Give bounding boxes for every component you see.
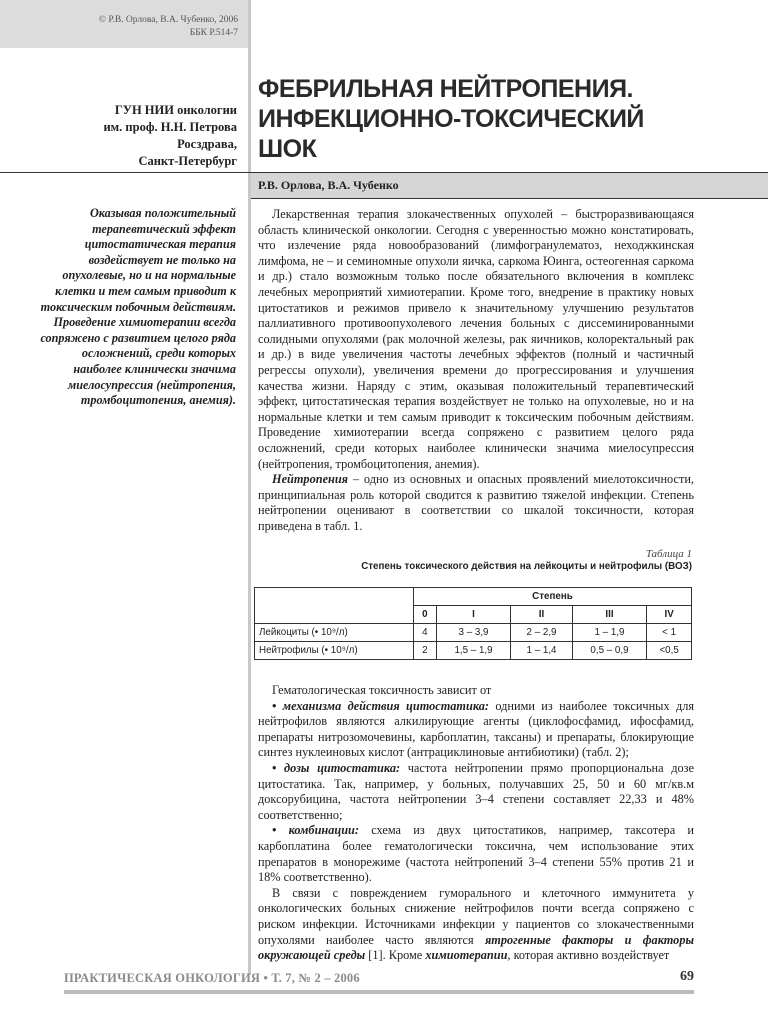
- article-title: [258, 74, 738, 164]
- column-divider: [248, 0, 251, 975]
- grade-header: IV: [647, 606, 692, 624]
- paragraph-text: схема из двух цитостатиков, например, таксотера и карбоплатина более гематологически токсична, чем использование этих препаратов в монорежиме (частота нейтропений 3–4 степени 55% против 21 и 18% соответственно).: [258, 823, 694, 885]
- institute-line: ГУН НИИ онкологии: [114, 103, 237, 117]
- grade-header: III: [572, 606, 646, 624]
- author-rule-bottom: [251, 198, 768, 199]
- row-label: Лейкоциты (• 10⁹/л): [255, 624, 414, 642]
- term: • механизма действия цитостатика:: [272, 698, 490, 713]
- table-caption: Таблица 1: [645, 548, 692, 560]
- institute-line: им. проф. Н.Н. Петрова: [103, 120, 237, 134]
- body-text-upper: [258, 207, 694, 534]
- paragraph-text: одними из наиболее токсичных для нейтрофилов являются алкилирующие агенты (циклофосфамид, ифосфамид, препараты нитрозомочевины, карбоплатин, таксаны) и препараты, блокирующие синтез нуклеиновых кислот (антрациклиновые антибиотики) (табл. 2);: [258, 698, 694, 760]
- table-corner-cell: [255, 606, 414, 624]
- table-cell: 2: [414, 642, 437, 660]
- table-cell: 0,5 – 0,9: [572, 642, 646, 660]
- grade-header: 0: [414, 606, 437, 624]
- table-cell: 2 – 2,9: [511, 624, 573, 642]
- term: • комбинации:: [272, 823, 359, 838]
- authors: Р.В. Орлова, В.А. Чубенко: [258, 178, 399, 192]
- table-cell: 4: [414, 624, 437, 642]
- table-corner-cell: [255, 588, 414, 606]
- table-row: [255, 624, 692, 642]
- paragraph: [258, 472, 694, 534]
- title-line: ШОК: [258, 135, 317, 163]
- page-number: 69: [680, 969, 694, 984]
- term: Нейтропения: [272, 472, 349, 487]
- copyright-block: [0, 14, 238, 40]
- table-cell: 1 – 1,4: [511, 642, 573, 660]
- paragraph-text: В связи с повреждением гуморального и клеточного иммунитета у онкологических больных снижение нейтрофилов почти всегда сопряжено с риском инфекции. Источниками инфекции у пациентов со злокачественными опухолями наиболее часто являются: [258, 885, 694, 947]
- table-cell: <0,5: [647, 642, 692, 660]
- table-header-row: [255, 606, 692, 624]
- institute-affiliation: [40, 102, 237, 170]
- row-label: Нейтрофилы (• 10⁹/л): [255, 642, 414, 660]
- toxicity-table: [254, 587, 692, 660]
- institute-line: Санкт-Петербург: [138, 154, 237, 168]
- paragraph: Гематологическая токсичность зависит от: [272, 683, 492, 697]
- title-line: ФЕБРИЛЬНАЯ НЕЙТРОПЕНИЯ.: [258, 75, 633, 103]
- term: • дозы цитостатика:: [272, 760, 401, 775]
- footer-rule: [64, 990, 694, 994]
- table-cell: 1 – 1,9: [572, 624, 646, 642]
- grade-header: II: [511, 606, 573, 624]
- copyright-text: © Р.В. Орлова, В.А. Чубенко, 2006: [98, 15, 238, 25]
- table-header-row: [255, 588, 692, 606]
- term: химиотерапии: [425, 948, 508, 963]
- table-cell: 1,5 – 1,9: [436, 642, 510, 660]
- grade-header: I: [436, 606, 510, 624]
- footer-journal: ПРАКТИЧЕСКАЯ ОНКОЛОГИЯ • Т. 7, № 2 – 2006: [64, 971, 360, 985]
- table-cell: < 1: [647, 624, 692, 642]
- bbk-code: ББК Р.514-7: [189, 28, 238, 38]
- bullet-item: [258, 699, 694, 761]
- bullet-item: [258, 761, 694, 823]
- bullet-item: [258, 823, 694, 885]
- paragraph-text: [1]. Кроме: [365, 948, 426, 963]
- term: ятрогенные факторы и факторы окружающей среды: [258, 932, 694, 963]
- paragraph-text: , которая активно воздействует: [507, 948, 670, 963]
- table-group-header: Степень: [414, 588, 692, 606]
- pull-quote: Оказывая положительный терапевтический эффект цитостатическая терапия воздействует не только на опухолевые, но и на нормальные клетки и тем самым приводит к токсическим побочным действиям. Проведение химиотерапии всегда сопряжено с развитием целого ряда осложнений, среди которых наиболее клинически значима миелосупрессия (нейтропения, тромбоцитопения, анемия).: [40, 206, 236, 408]
- body-text-lower: [258, 683, 694, 964]
- paragraph-text: частота нейтропении прямо пропорциональна дозе цитостатика. Так, например, у больных, получавших 25, 50 и 60 мг/кв.м доксорубицина, частота нейтропении 3–4 степени составляет 22,33 и 48% соответственно;: [258, 760, 695, 822]
- paragraph: Лекарственная терапия злокачественных опухолей – быстроразвивающаяся область клинической онкологии. Сегодня с уверенностью можно констатировать, что излечение ряда новообразований (лимфогранулематоз, неходжкинская лимфома, не – и семиномные опухоли яичка, саркома Юинга, остеогенная саркома и др.) стало возможным только после обязательного включения в комплекс лечебных мероприятий химиотерапии. Кроме того, внедрение в практику новых цитостатиков и режимов привело к значительному улучшению результатов паллиативного противоопухолевого лечения больных с диссеминированными солидными опухолями (рак молочной железы, рак яичников, колоректальный рак и др.) в виде увеличения частоты лечебных эффектов (полный и частичный регрессы опухоли), увеличения времени до прогрессирования и улучшения качества жизни. Наряду с этим, оказывая положительный терапевтический эффект, цитостатическая терапия воздействует не только на опухолевые, но и на нормальные клетки и тем самым приводит к токсическим побочным действиям. Проведение химиотерапии всегда сопряжено с развитием целого ряда осложнений, среди которых наиболее клинически значима миелосупрессия (нейтропения, тромбоцитопения, анемия).: [258, 207, 694, 471]
- title-line: ИНФЕКЦИОННО-ТОКСИЧЕСКИЙ: [258, 105, 644, 133]
- paragraph-text: – одно из основных и опасных проявлений миелотоксичности, принципиальная роль которой сводится к развитию тяжелой инфекции. Степень нейтропении оценивают в соответствии со шкалой токсичности, которая приведена в табл. 1.: [258, 472, 694, 533]
- table-row: [255, 642, 692, 660]
- institute-line: Росздрава,: [177, 137, 237, 151]
- table-title: Степень токсического действия на лейкоциты и нейтрофилы (ВОЗ): [361, 561, 692, 572]
- paragraph: [258, 886, 694, 964]
- table-cell: 3 – 3,9: [436, 624, 510, 642]
